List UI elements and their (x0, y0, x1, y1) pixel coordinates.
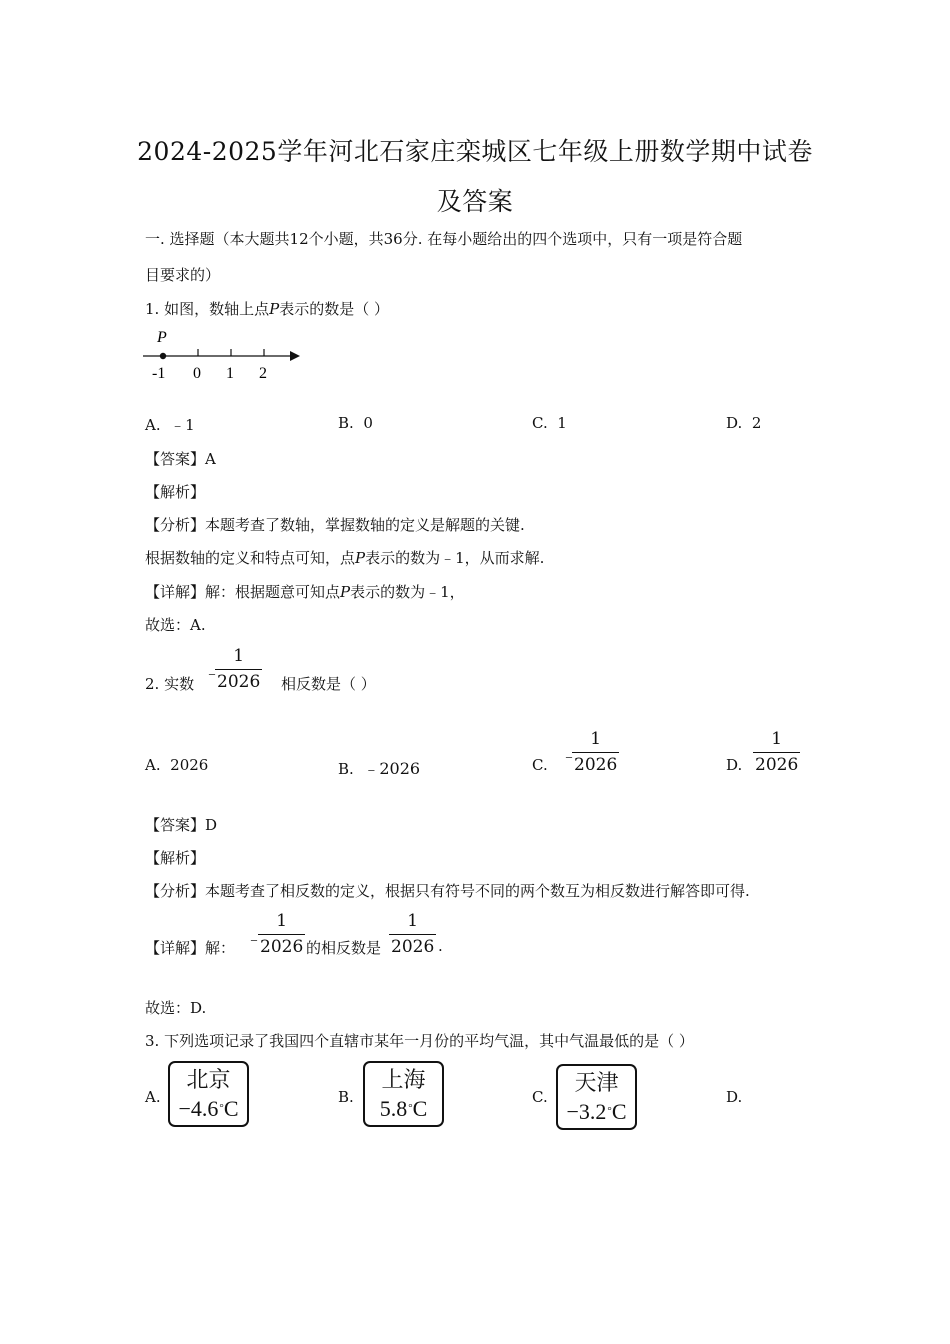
q3-option-c-deg: ° (607, 1105, 612, 1117)
q2-option-a-value: 2026 (170, 756, 209, 774)
q2-prompt-fraction (215, 648, 262, 691)
q1-reason-pre: 根据数轴的定义和特点可知，点 (145, 549, 356, 567)
q3-prompt: 3. 下列选项记录了我国四个直辖市某年一月份的平均气温，其中气温最低的是（ ） (145, 1032, 694, 1050)
q2-answer: 【答案】D (145, 816, 218, 834)
q3-option-c-unit: C (611, 1099, 627, 1124)
q2-option-c-minus: ﹣ (561, 746, 578, 765)
q3-option-b-unit: C (412, 1096, 428, 1121)
page-title-line2: 及答案 (436, 187, 514, 216)
q2-detail-den1: 2026 (258, 934, 305, 956)
number-line-figure (140, 326, 310, 386)
q1-prompt-pre: 1. 如图，数轴上点 (145, 300, 270, 318)
number-line-svg (140, 326, 310, 386)
q2-fenxi: 【分析】本题考查了相反数的定义，根据只有符号不同的两个数互为相反数进行解答即可得. (145, 882, 750, 900)
q1-prompt-post: 表示的数是（ ） (279, 300, 389, 318)
q2-prompt-frac-num: 1 (233, 646, 245, 666)
q2-option-d-letter[interactable]: D. (726, 756, 743, 774)
q1-analysis-label: 【解析】 (145, 483, 206, 501)
section-heading-line2: 目要求的） (145, 266, 221, 284)
q1-prompt (145, 298, 389, 319)
tick-label-neg1: -1 (152, 365, 166, 382)
q1-detail-pre: 【详解】解：根据题意可知点 (145, 583, 341, 601)
q2-detail-den2: 2026 (389, 934, 436, 956)
tick-label-1: 1 (226, 365, 234, 382)
q3-option-d-letter[interactable]: D. (726, 1088, 743, 1106)
q3-option-a-unit: C (223, 1096, 239, 1121)
q1-option-b[interactable] (338, 414, 373, 432)
q1-option-a-letter: A. (145, 416, 161, 434)
q2-option-b-letter: B. (338, 760, 354, 778)
q1-answer: 【答案】A (145, 450, 216, 468)
q3-option-c-card[interactable] (556, 1064, 637, 1130)
q3-option-c-letter[interactable]: C. (532, 1088, 548, 1106)
q3-option-a-letter[interactable]: A. (145, 1088, 161, 1106)
q3-option-b-temp-row (365, 1096, 442, 1122)
q2-detail-num1: 1 (276, 911, 288, 931)
q3-option-b-deg: ° (408, 1102, 413, 1114)
q1-option-b-value: 0 (363, 414, 373, 432)
page-title-line1: 2024-2025学年河北石家庄栾城区七年级上册数学期中试卷 (137, 137, 813, 166)
q1-prompt-var: P (269, 300, 280, 318)
q2-detail-minus: ﹣ (246, 929, 263, 948)
q1-detail-var: P (340, 583, 351, 601)
q1-option-d-letter: D. (726, 414, 743, 432)
q1-detail-post: 表示的数为﹣1， (350, 583, 465, 601)
q1-option-a[interactable] (145, 414, 195, 435)
q3-option-a-deg: ° (219, 1102, 224, 1114)
q1-option-b-letter: B. (338, 414, 354, 432)
q1-option-a-value: ﹣1 (170, 416, 195, 434)
q2-analysis-label: 【解析】 (145, 849, 206, 867)
q3-option-a-temp: −4.6 (178, 1096, 219, 1121)
q2-detail-fraction-2 (389, 913, 436, 956)
q1-reason-var: P (355, 549, 366, 567)
q2-option-c-num: 1 (590, 729, 602, 749)
point-label: P (157, 329, 167, 346)
q1-choose: 故选：A. (145, 616, 206, 634)
q2-option-b-value: ﹣2026 (363, 759, 421, 778)
q1-option-c-value: 1 (557, 414, 567, 432)
q2-option-c-fraction (572, 731, 619, 774)
q3-option-c-temp: −3.2 (566, 1099, 607, 1124)
q1-detail (145, 581, 465, 602)
q1-reason-post: 表示的数为﹣1，从而求解. (365, 549, 545, 567)
q2-detail-fraction-1 (258, 913, 305, 956)
number-line-arrow (290, 351, 300, 361)
q2-prompt-minus: ﹣ (204, 663, 221, 682)
q2-option-c-den: 2026 (572, 752, 619, 774)
q3-option-c-temp-row (558, 1099, 635, 1125)
q2-option-d-fraction (753, 731, 800, 774)
q2-prompt-post: 相反数是（ ） (281, 675, 376, 693)
q2-prompt-pre: 2. 实数 (145, 675, 195, 693)
q2-detail-end: . (438, 937, 443, 955)
q1-fenxi: 【分析】本题考查了数轴，掌握数轴的定义是解题的关键. (145, 516, 525, 534)
q1-option-d-value: 2 (751, 414, 762, 432)
q3-option-b-card[interactable] (363, 1061, 444, 1127)
tick-label-0: 0 (193, 365, 201, 382)
q2-option-a-letter: A. (145, 756, 161, 774)
number-line-point (160, 353, 166, 359)
q1-option-c-letter: C. (532, 414, 548, 432)
q2-choose: 故选：D. (145, 999, 207, 1017)
q3-option-a-city: 北京 (186, 1068, 231, 1093)
q3-option-b-city: 上海 (381, 1068, 426, 1093)
q2-option-c-letter[interactable]: C. (532, 756, 548, 774)
section-heading-line1: 一. 选择题（本大题共12个小题，共36分. 在每小题给出的四个选项中，只有一项是符合题 (145, 230, 743, 248)
q2-option-b[interactable] (338, 756, 420, 779)
q2-detail-num2: 1 (407, 911, 419, 931)
q2-prompt-frac-den: 2026 (215, 669, 262, 691)
q1-reason (145, 547, 544, 568)
q3-option-a-card[interactable] (168, 1061, 249, 1127)
q3-option-b-letter[interactable]: B. (338, 1088, 354, 1106)
q3-option-a-temp-row (170, 1096, 247, 1122)
tick-label-2: 2 (259, 365, 267, 382)
q3-option-c-city: 天津 (574, 1071, 619, 1096)
q2-option-a[interactable] (145, 756, 208, 774)
q2-option-d-num: 1 (771, 729, 783, 749)
q2-option-d-den: 2026 (753, 752, 800, 774)
q1-option-c[interactable] (532, 414, 567, 432)
q3-option-b-temp: 5.8 (379, 1096, 408, 1121)
q2-detail-pre: 【详解】解： (145, 939, 236, 957)
q2-detail-mid: 的相反数是 (306, 939, 382, 957)
q1-option-d[interactable] (726, 414, 761, 432)
